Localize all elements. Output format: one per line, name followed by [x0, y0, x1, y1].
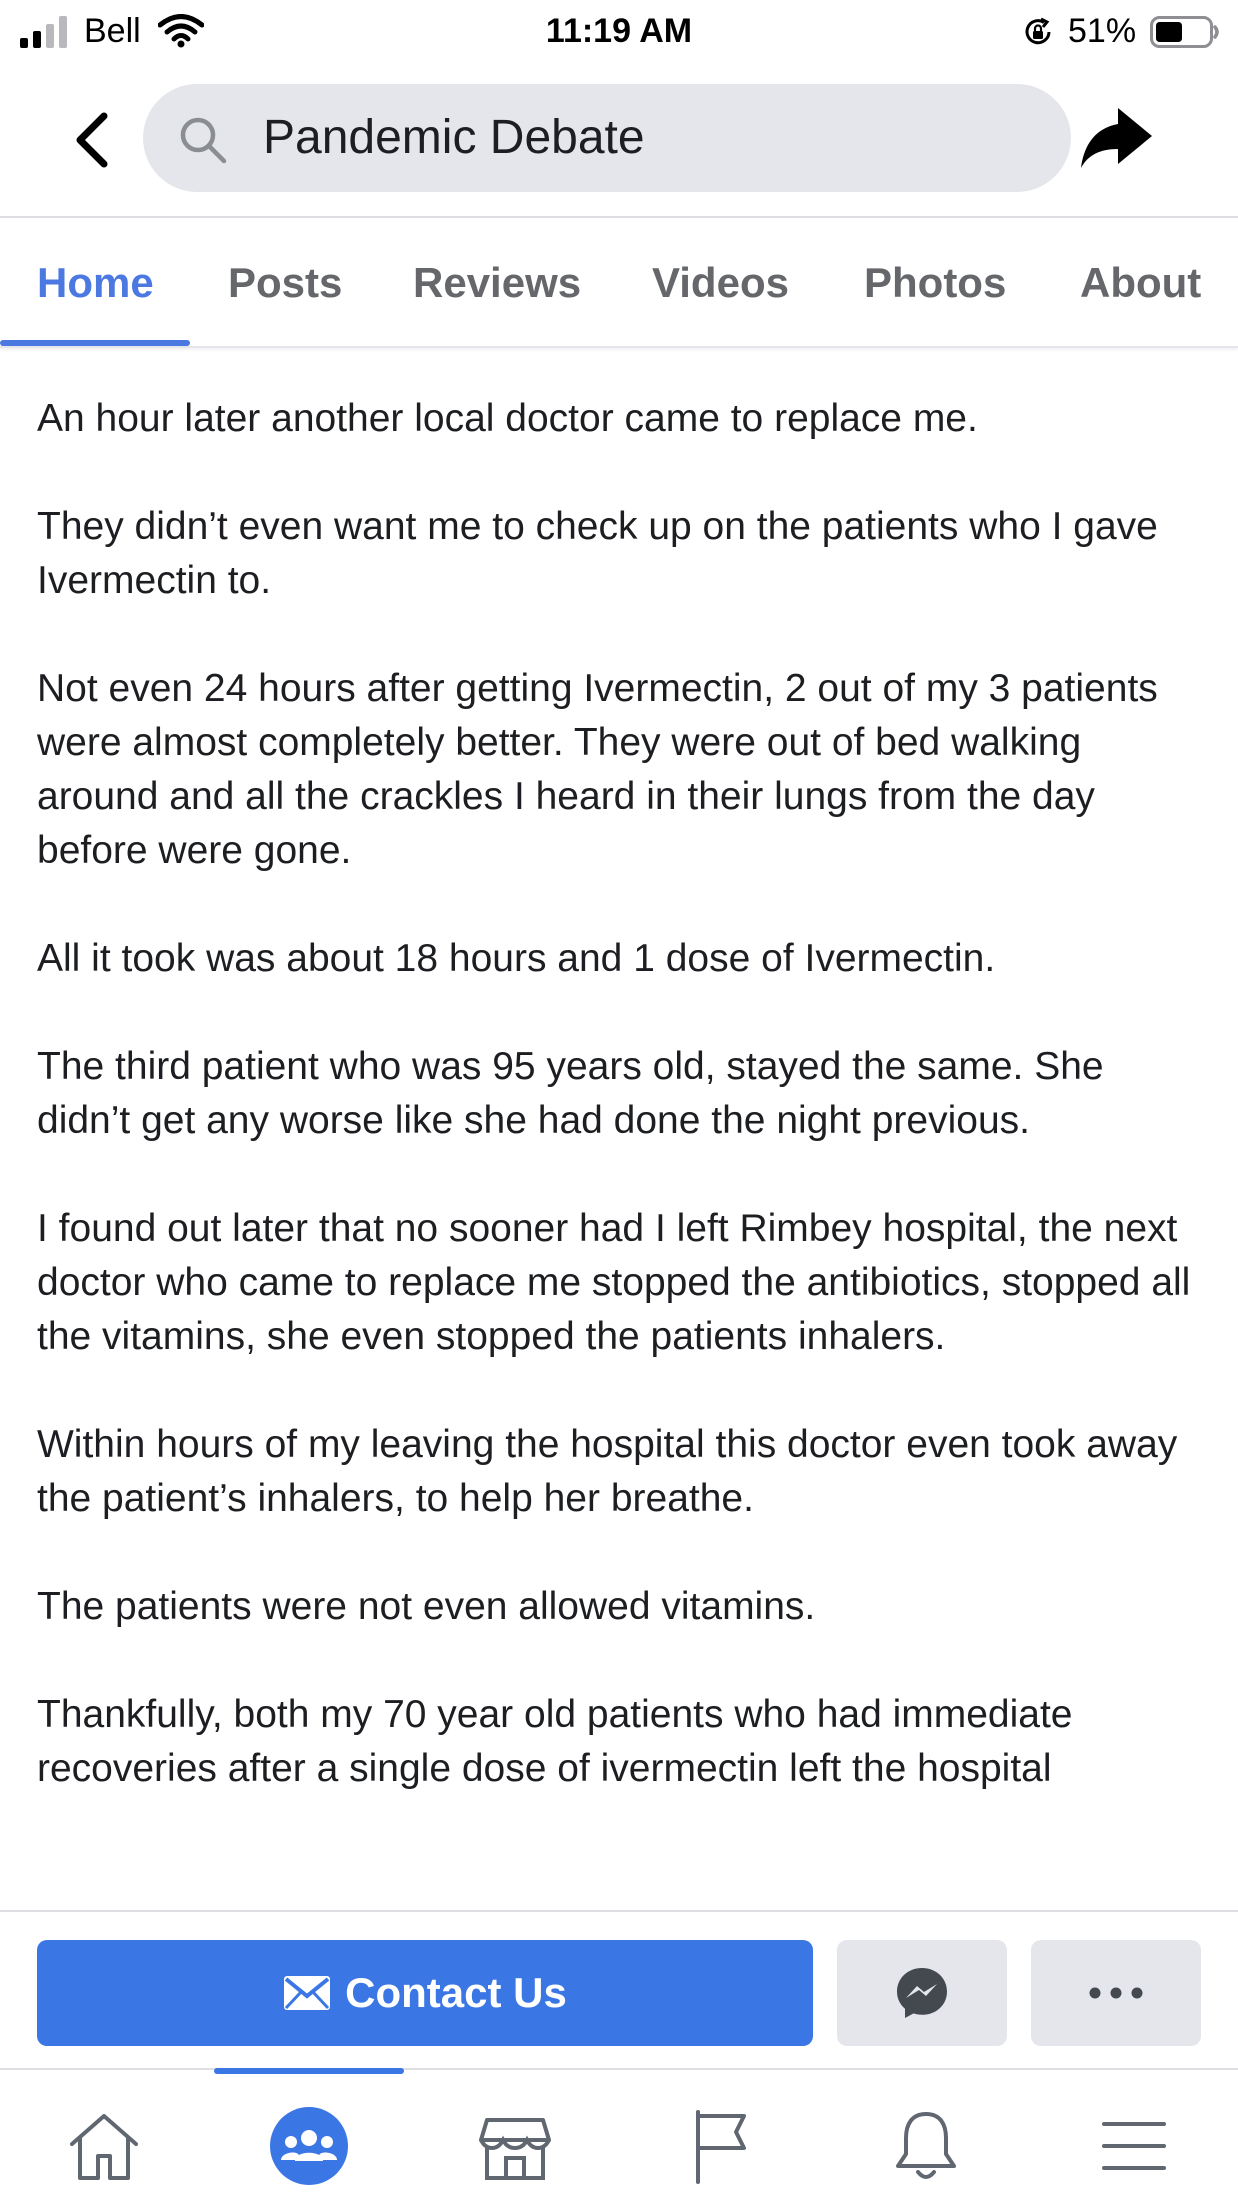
mail-icon	[283, 1975, 331, 2011]
post-paragraph: Thankfully, both my 70 year old patients who had immediate recoveries after a single dose of ivermectin left the hospital	[37, 1693, 1073, 1790]
search-box[interactable]	[143, 84, 1071, 192]
post-paragraph: The patients were not even allowed vitamins.	[37, 1585, 816, 1628]
post-paragraph: All it took was about 18 hours and 1 dose of Ivermectin.	[37, 937, 996, 980]
bottom-navigation	[0, 2068, 1238, 2202]
pages-icon[interactable]	[680, 2106, 760, 2186]
notifications-icon[interactable]	[886, 2106, 966, 2186]
tab-reviews[interactable]: Reviews	[413, 259, 582, 306]
tab-home[interactable]: Home	[37, 259, 154, 306]
more-icon	[1089, 1987, 1143, 1999]
battery-icon	[1150, 16, 1220, 48]
search-input[interactable]: Pandemic Debate	[263, 111, 645, 164]
active-tab-indicator	[0, 340, 190, 346]
page-action-bar	[0, 1910, 1238, 2068]
menu-icon[interactable]	[1094, 2106, 1174, 2186]
post-paragraph: Not even 24 hours after getting Ivermectin, 2 out of my 3 patients were almost completely better. They were out of bed walking around and all the crackles I heard in their lungs from the day before were gone.	[37, 667, 1158, 872]
status-time: 11:19 AM	[545, 12, 693, 50]
back-icon[interactable]	[66, 108, 116, 172]
tab-videos[interactable]: Videos	[652, 259, 789, 306]
page-tabs	[0, 218, 1238, 348]
tab-posts[interactable]: Posts	[228, 259, 343, 306]
contact-us-label: Contact Us	[345, 1969, 567, 2016]
post-paragraph: They didn’t even want me to check up on the patients who I gave Ivermectin to.	[37, 505, 1158, 602]
rotation-lock-icon	[1022, 16, 1054, 48]
share-icon[interactable]	[1078, 104, 1154, 172]
marketplace-icon[interactable]	[475, 2106, 555, 2186]
search-icon	[177, 114, 229, 166]
post-paragraph: Within hours of my leaving the hospital this doctor even took away the patient’s inhalers, to help her breathe.	[37, 1423, 1178, 1520]
post-paragraph: The third patient who was 95 years old, stayed the same. She didn’t get any worse like she had done the night previous.	[37, 1045, 1104, 1142]
post-paragraph: I found out later that no sooner had I left Rimbey hospital, the next doctor who came to replace me stopped the antibiotics, stopped all the vitamins, she even stopped the patients inhalers.	[37, 1207, 1191, 1358]
home-icon[interactable]	[64, 2106, 144, 2186]
more-options-button[interactable]	[1031, 1940, 1201, 2046]
post-body	[37, 392, 1207, 1908]
contact-us-button[interactable]	[37, 1940, 813, 2046]
groups-icon[interactable]	[269, 2106, 349, 2186]
messenger-button[interactable]	[837, 1940, 1007, 2046]
post-paragraph: An hour later another local doctor came to replace me.	[37, 397, 978, 440]
battery-percentage: 51%	[1068, 12, 1137, 50]
tab-photos[interactable]: Photos	[864, 259, 1007, 306]
status-bar	[0, 0, 1238, 64]
active-nav-indicator	[214, 2068, 404, 2074]
messenger-icon	[894, 1965, 950, 2021]
search-header	[0, 64, 1238, 218]
carrier-name: Bell	[84, 12, 141, 50]
tab-about[interactable]: About	[1080, 259, 1202, 306]
